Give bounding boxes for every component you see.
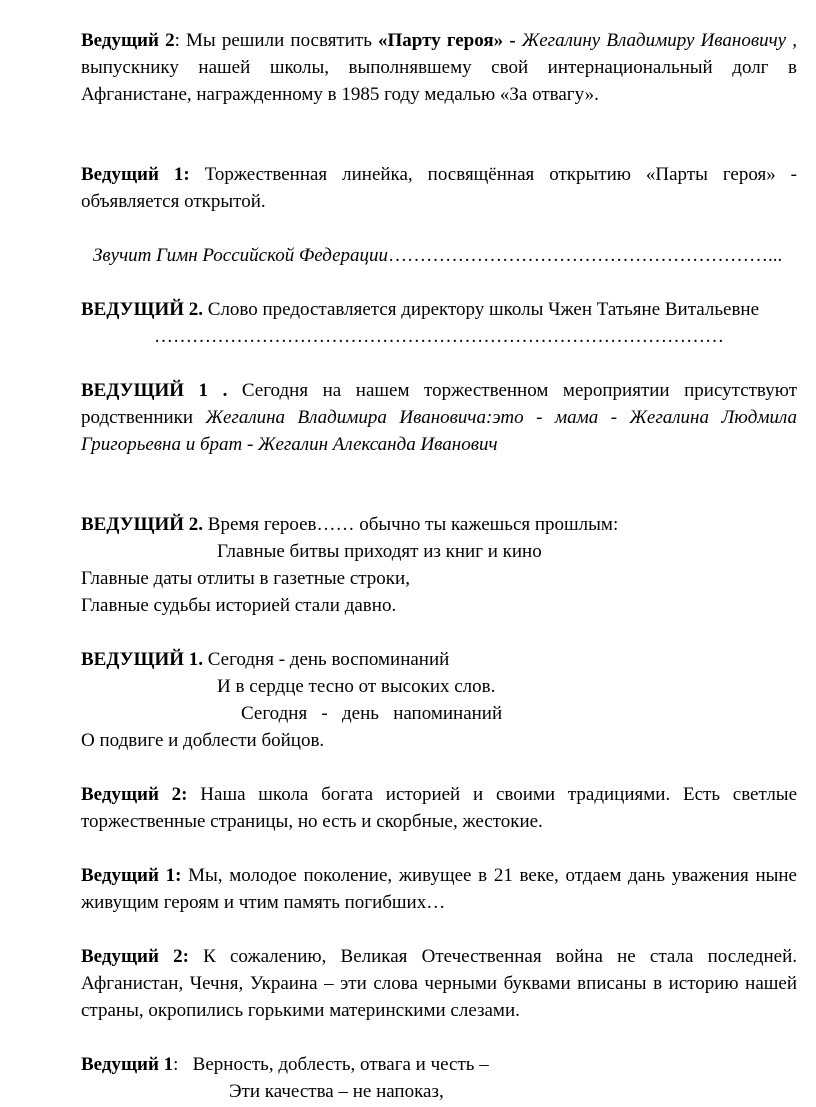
- speaker-label: ВЕДУЩИЙ 1.: [81, 649, 204, 670]
- desk-of-hero-title: «Парту героя» -: [378, 30, 522, 51]
- speaker-label: Ведущий 1:: [81, 164, 190, 185]
- anthem-note: [81, 242, 797, 269]
- paragraph-host1-generation: [81, 862, 797, 916]
- poem-host1: [81, 646, 797, 754]
- text: Наша школа богата историей и своими традициями. Есть светлые торжественные страницы, но есть и скорбные, жестокие.: [81, 784, 797, 832]
- spacer: [81, 350, 797, 377]
- speaker-label: Ведущий 1: [81, 1054, 174, 1075]
- spacer: [81, 108, 797, 161]
- paragraph-host1-relatives: [81, 377, 797, 458]
- text: Мы, молодое поколение, живущее в 21 веке, отдаем дань уважения ныне живущим героям и чтим память погибших…: [81, 865, 797, 913]
- poem-host2: [81, 511, 797, 619]
- poem-line: Эти качества – не напоказ,: [229, 1081, 444, 1102]
- spacer: [81, 619, 797, 646]
- poem-line: [81, 1051, 797, 1078]
- paragraph-host2-wars: [81, 943, 797, 1024]
- poem-line: О подвиге и доблести бойцов.: [81, 730, 325, 751]
- anthem-text: Звучит Гимн Российской Федерации: [93, 245, 389, 266]
- text: Сегодня на нашем торжественном мероприятии присутствуют родственники: [81, 380, 797, 428]
- speaker-label: Ведущий 2: [81, 30, 175, 51]
- paragraph-host1-opening: [81, 161, 797, 215]
- text: Слово предоставляется директору школы Чжен Татьяне Витальевне: [203, 299, 760, 320]
- poem-line: И в сердце тесно от высоких слов.: [217, 676, 496, 697]
- spacer: [81, 835, 797, 862]
- poem-line: [81, 511, 797, 538]
- poem-line: [81, 646, 797, 673]
- speaker-label: Ведущий 2:: [81, 946, 189, 967]
- poem-host1-final: [81, 1051, 797, 1105]
- poem-text: Сегодня - день воспоминаний: [203, 649, 450, 670]
- speaker-label: Ведущий 1:: [81, 865, 182, 886]
- poem-line: Сегодня - день напоминаний: [241, 703, 503, 724]
- dots: ……………………………………………………...: [388, 245, 783, 266]
- speaker-label: ВЕДУЩИЙ 1 .: [81, 380, 228, 401]
- speaker-label: Ведущий 2:: [81, 784, 188, 805]
- speaker-label: ВЕДУЩИЙ 2.: [81, 299, 204, 320]
- spacer: [81, 215, 797, 242]
- speaker-label: ВЕДУЩИЙ 2.: [81, 514, 204, 535]
- relatives-names: Жегалина Владимира Ивановича:это - мама - Жегалина Людмила Григорьевна и брат - Жегалин Александа Иванович: [81, 407, 797, 455]
- spacer: [81, 458, 797, 511]
- poem-text: : Верность, доблесть, отвага и честь –: [173, 1054, 489, 1075]
- colon: :: [174, 30, 187, 51]
- paragraph-host2-history: [81, 781, 797, 835]
- poem-line: Главные даты отлиты в газетные строки,: [81, 568, 410, 589]
- spacer: [81, 269, 797, 296]
- spacer: [81, 1024, 797, 1051]
- document-page: [81, 27, 797, 1105]
- text: К сожалению, Великая Отечественная война не стала последней. Афганистан, Чечня, Украина – эти слова черными буквами вписаны в историю нашей страны, окропились горькими материнскими слезами.: [81, 946, 797, 1021]
- text: Торжественная линейка, посвящённая открытию «Парты героя» - объявляется открытой.: [81, 164, 797, 212]
- spacer: [81, 916, 797, 943]
- text: выпускнику нашей школы, выполнявшему свой интернациональный долг в Афганистане, награжденному в 1985 году медалью «За отвагу».: [81, 57, 797, 105]
- poem-line: Главные битвы приходят из книг и кино: [217, 541, 542, 562]
- poem-text: Время героев…… обычно ты кажешься прошлым:: [203, 514, 619, 535]
- spacer: [81, 754, 797, 781]
- paragraph-host2-director: [81, 296, 797, 323]
- dotted-line: ………………………………………………………………………………: [154, 326, 724, 347]
- paragraph-host2-intro: [81, 27, 797, 108]
- text: Мы решили посвятить: [186, 30, 379, 51]
- hero-name: Жегалину Владимиру Ивановичу ,: [521, 30, 798, 51]
- poem-line: Главные судьбы историей стали давно.: [81, 595, 397, 616]
